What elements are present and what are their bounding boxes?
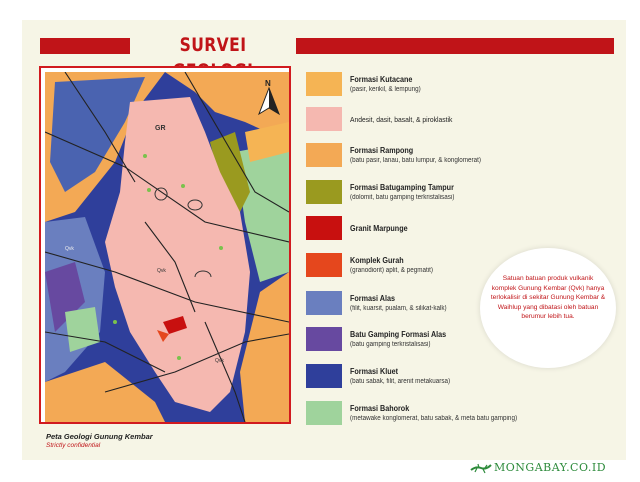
map-label-qvk-1: Qvk [157, 268, 166, 274]
title-bar-right [296, 38, 614, 54]
geology-map [39, 66, 291, 424]
legend-swatch [306, 291, 342, 315]
legend-desc: (batu gamping terkristalisasi) [350, 341, 431, 348]
legend-desc: (batu sabak, filit, arenit metakuarsa) [350, 378, 451, 385]
legend-desc: (batu pasir, lanau, batu lumpur, & konglomerat) [350, 157, 481, 164]
legend-name: Formasi Kluet [350, 367, 399, 376]
legend-swatch [306, 216, 342, 240]
legend-desc: (metawake konglomerat, batu sabak, & meta batu gamping) [350, 415, 518, 422]
map-label-qvk-2: Qvk [65, 246, 74, 252]
legend-name: Formasi Kutacane [350, 75, 413, 84]
legend-swatch [306, 72, 342, 96]
brand-name: MONGABAY.CO.ID [494, 461, 607, 474]
legend-swatch [306, 253, 342, 277]
map-label-gr: GR [155, 125, 166, 132]
legend-name: Komplek Gurah [350, 256, 404, 265]
page-title: SURVEI [179, 34, 247, 56]
map-label-qvk-3: Qvk [215, 358, 224, 364]
legend-desc: (pasir, kerikil, & lempung) [350, 86, 421, 93]
legend-name: Formasi Bahorok [350, 404, 410, 413]
title-bar-left [40, 38, 130, 54]
info-note-text: Satuan batuan produk vulkanik komplek Gunung Kembar (Qvk) hanya terlokalisir di sekitar Gunung Kembar & Waihlup yang dibatasi oleh batuan berumur lebih tua. [490, 275, 606, 320]
legend-swatch [306, 364, 342, 388]
legend-desc: (dolomit, batu gamping terkristalisasi) [350, 194, 455, 201]
north-label: N [265, 79, 271, 88]
legend-swatch [306, 327, 342, 351]
legend-name: Formasi Batugamping Tampur [350, 183, 454, 192]
legend-name: Granit Marpunge [350, 224, 408, 233]
legend-swatch [306, 401, 342, 425]
geology-map-graphic [45, 72, 289, 422]
map-caption: Peta Geologi Gunung Kembar [46, 432, 153, 441]
legend-desc: Andesit, dasit, basalt, & piroklastik [350, 115, 453, 124]
legend-desc: (filit, kuarsit, pualam, & silikat-kalk) [350, 305, 447, 312]
legend-swatch [306, 107, 342, 131]
map-subcaption: Strictly confidential [46, 442, 101, 449]
lizard-icon [470, 462, 492, 474]
legend-desc: (granodiorit) aplit, & pegmatit) [350, 267, 433, 274]
legend-swatch [306, 143, 342, 167]
info-note [480, 248, 616, 368]
legend-name: Formasi Rampong [350, 146, 414, 155]
legend-swatch [306, 180, 342, 204]
legend-name: Batu Gamping Formasi Alas [350, 330, 447, 339]
legend-name: Formasi Alas [350, 294, 395, 303]
